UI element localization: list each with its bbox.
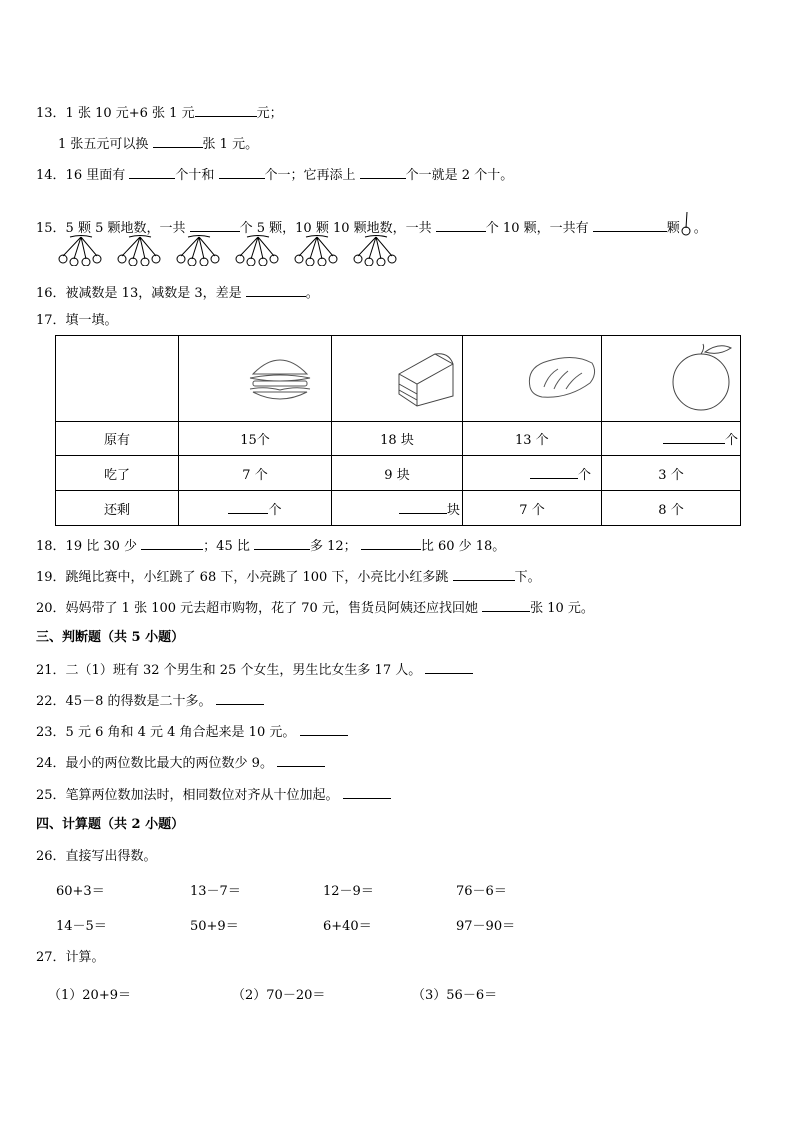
answer-blank[interactable] (361, 537, 421, 550)
table-cell: 18 块 (332, 422, 463, 456)
table-cell: 7 个 (463, 491, 602, 526)
answer-blank[interactable] (663, 431, 725, 444)
question-24: 24．最小的两位数比最大的两位数少 9。 (36, 754, 325, 772)
section-heading-calculation: 四、计算题（共 2 小题） (36, 817, 185, 832)
question-16: 16．被减数是 13，减数是 3，差是 。 (36, 286, 319, 301)
answer-blank[interactable] (300, 723, 348, 736)
orange-icon (669, 342, 737, 412)
calc-item: （3）56－6＝ (412, 988, 498, 1003)
question-13-line-2: 1 张五元可以换 张 1 元。 (58, 137, 259, 152)
question-23: 23．5 元 6 角和 4 元 4 角合起来是 10 元。 (36, 723, 348, 741)
row-label-remaining: 还剩 (56, 491, 179, 526)
table-cell: 8 个 (602, 491, 741, 526)
table-row (56, 456, 741, 491)
answer-blank[interactable] (153, 135, 203, 148)
table-cell: 3 个 (602, 456, 741, 491)
question-27-title: 27．计算。 (36, 950, 105, 965)
answer-blank[interactable] (453, 568, 515, 581)
question-14: 14．16 里面有 个十和 个一；它再添上 个一就是 2 个十。 (36, 168, 514, 183)
row-label-original: 原有 (56, 422, 179, 456)
question-15: 15．5 颗 5 颗地数，一共 个 5 颗，10 颗 10 颗地数，一共 个 10 颗，一共有 颗 。 (36, 210, 707, 237)
cherry-bunch-icon (233, 234, 283, 266)
calc-item: 50+9＝ (190, 919, 239, 934)
answer-blank[interactable] (129, 166, 175, 179)
table-cell: 个 (179, 491, 332, 526)
cherry-bunch-icon (351, 234, 401, 266)
table-image-cell (332, 336, 463, 422)
answer-blank[interactable] (482, 599, 530, 612)
answer-blank[interactable] (399, 501, 447, 514)
section-heading-judgment: 三、判断题（共 5 小题） (36, 630, 185, 645)
answer-blank[interactable] (360, 166, 406, 179)
table-cell: 个 (463, 456, 602, 491)
question-26-title: 26．直接写出得数。 (36, 849, 157, 864)
answer-blank[interactable] (216, 692, 264, 705)
table-image-cell (602, 336, 741, 422)
answer-blank[interactable] (195, 104, 257, 117)
question-21: 21．二（1）班有 32 个男生和 25 个女生，男生比女生多 17 人。 (36, 661, 473, 679)
answer-blank[interactable] (190, 219, 240, 232)
calc-item: 14－5＝ (56, 919, 107, 934)
answer-blank[interactable] (425, 661, 473, 674)
answer-blank[interactable] (530, 466, 578, 479)
table-cell: 7 个 (179, 456, 332, 491)
cherry-bunch-icon (115, 234, 165, 266)
table-cell: 块 (332, 491, 463, 526)
calc-item: 76－6＝ (456, 884, 507, 899)
question-17-title: 17．填一填。 (36, 313, 118, 328)
table-image-cell (179, 336, 332, 422)
answer-blank[interactable] (277, 754, 325, 767)
answer-blank[interactable] (141, 537, 203, 550)
cherry-bunch-icon (292, 234, 342, 266)
cherry-icon (680, 210, 694, 236)
table-row-images (56, 336, 741, 422)
cherry-bunch-icon (174, 234, 224, 266)
calc-item: 13－7＝ (190, 884, 241, 899)
bread-icon (524, 353, 600, 401)
table-row (56, 422, 741, 456)
answer-blank[interactable] (219, 166, 265, 179)
calc-item: 12－9＝ (323, 884, 374, 899)
calc-item: （2）70－20＝ (232, 988, 326, 1003)
cherry-bunch-icon (56, 234, 106, 266)
table-row (56, 491, 741, 526)
question-19: 19．跳绳比赛中，小红跳了 68 下，小亮跳了 100 下，小亮比小红多跳 下。 (36, 570, 541, 585)
fill-in-table (55, 335, 741, 526)
answer-blank[interactable] (343, 786, 391, 799)
question-13-line-1: 13．1 张 10 元+6 张 1 元 元； (36, 106, 283, 121)
calc-item: 97－90＝ (456, 919, 516, 934)
calc-item: （1）20+9＝ (48, 988, 131, 1003)
answer-blank[interactable] (228, 501, 268, 514)
calc-item: 60+3＝ (56, 884, 105, 899)
table-image-cell (463, 336, 602, 422)
cake-icon (395, 346, 459, 408)
table-cell: 15个 (179, 422, 332, 456)
row-label-eaten: 吃了 (56, 456, 179, 491)
question-25: 25．笔算两位数加法时，相同数位对齐从十位加起。 (36, 786, 391, 804)
answer-blank[interactable] (593, 219, 667, 232)
table-cell: 个 (602, 422, 741, 456)
table-cell: 13 个 (463, 422, 602, 456)
answer-blank[interactable] (254, 537, 310, 550)
table-cell: 9 块 (332, 456, 463, 491)
table-corner-cell (56, 336, 179, 422)
hamburger-icon (245, 352, 315, 402)
calc-item: 6+40＝ (323, 919, 372, 934)
answer-blank[interactable] (246, 284, 306, 297)
answer-blank[interactable] (436, 219, 486, 232)
cherry-bunches (56, 234, 410, 270)
question-18: 18．19 比 30 少 ；45 比 多 12； 比 60 少 18。 (36, 539, 506, 554)
question-20: 20．妈妈带了 1 张 100 元去超市购物，花了 70 元，售货员阿姨还应找回她 张 10 元。 (36, 601, 594, 616)
question-22: 22．45－8 的得数是二十多。 (36, 692, 264, 710)
